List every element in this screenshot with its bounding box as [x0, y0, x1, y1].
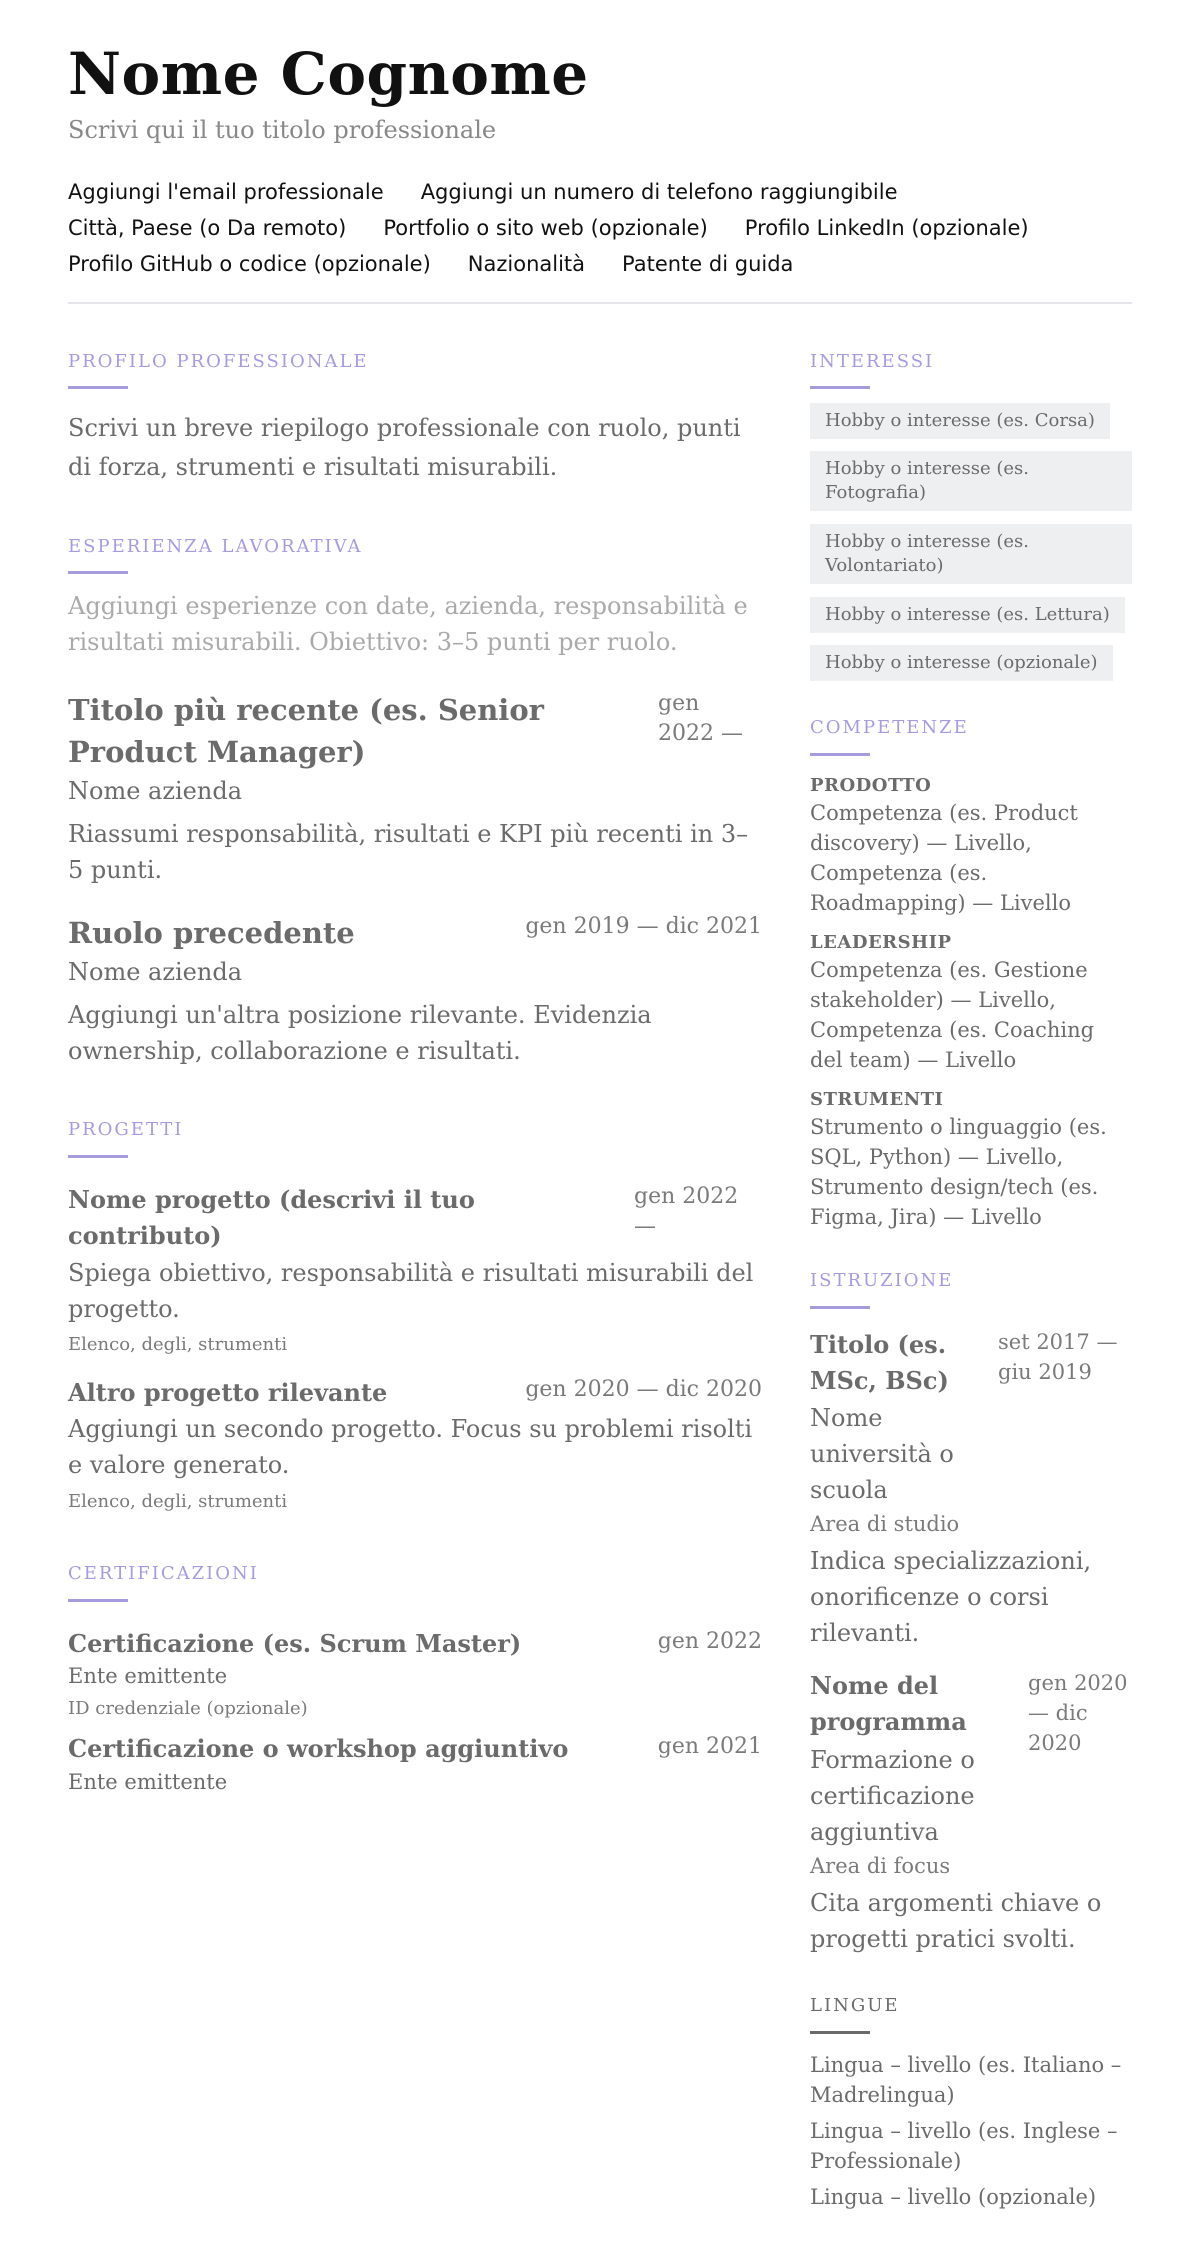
languages-heading-bar	[810, 2031, 870, 2034]
interests-heading-bar	[810, 386, 870, 389]
skill-group-name: LEADERSHIP	[810, 932, 952, 953]
location-contact: Città, Paese (o Da remoto)	[68, 216, 347, 240]
project-description: Spiega obiettivo, responsabilità e risultati misurabili del progetto.	[68, 1259, 754, 1323]
certification-date: gen 2022	[657, 1629, 762, 1654]
education-description: Indica specializzazioni, onorificenze o corsi rilevanti.	[810, 1547, 1092, 1647]
interests-heading: INTERESSI	[810, 351, 935, 372]
contact-row	[68, 210, 1132, 246]
skill-group-name: STRUMENTI	[810, 1089, 944, 1110]
education-heading-bar	[810, 1306, 870, 1309]
job-description: Riassumi responsabilità, risultati e KPI più recenti in 3–5 punti.	[68, 820, 749, 884]
project-date: gen 2020 — dic 2020	[525, 1377, 762, 1402]
job-title: Titolo più recente (es. Senior Product Manager)	[68, 693, 544, 769]
email-contact: Aggiungi l'email professionale	[68, 180, 384, 204]
certification-issuer: Ente emittente	[68, 1770, 228, 1794]
education-date: set 2017 — giu 2019	[998, 1330, 1118, 1384]
phone-contact: Aggiungi un numero di telefono raggiungibile	[420, 180, 898, 204]
header-divider	[68, 302, 1132, 304]
certification-title: Certificazione o workshop aggiuntivo	[68, 1734, 569, 1763]
contact-row	[68, 246, 1132, 282]
profile-heading: PROFILO PROFESSIONALE	[68, 351, 369, 372]
resume-title: Scrivi qui il tuo titolo professionale	[68, 116, 497, 144]
education-field: Area di studio	[810, 1512, 960, 1536]
experience-heading: ESPERIENZA LAVORATIVA	[68, 536, 363, 557]
skill-group-name: PRODOTTO	[810, 775, 932, 796]
linkedin-contact: Profilo LinkedIn (opzionale)	[744, 216, 1029, 240]
profile-heading-bar	[68, 386, 128, 389]
education-institution: Nome università o scuola	[810, 1404, 954, 1504]
certification-date: gen 2021	[657, 1734, 762, 1759]
certifications-heading-bar	[68, 1599, 128, 1602]
education-date: gen 2020 — dic 2020	[1028, 1671, 1128, 1755]
job-company: Nome azienda	[68, 777, 242, 805]
projects-heading-bar	[68, 1155, 128, 1158]
interest-chip: Hobby o interesse (opzionale)	[810, 645, 1113, 681]
project-description: Aggiungi un secondo progetto. Focus su problemi risolti e valore generato.	[68, 1415, 753, 1479]
job-company: Nome azienda	[68, 958, 242, 986]
language-item: Lingua – livello (es. Inglese – Professionale)	[810, 2119, 1118, 2173]
certifications-heading: CERTIFICAZIONI	[68, 1563, 259, 1584]
skills-heading: COMPETENZE	[810, 717, 969, 738]
skill-group-text: Competenza (es. Product discovery) — Livello, Competenza (es. Roadmapping) — Livello	[810, 801, 1078, 915]
skill-group-text: Competenza (es. Gestione stakeholder) — Livello, Competenza (es. Coaching del team) — Livello	[810, 958, 1095, 1072]
job-title: Ruolo precedente	[68, 916, 355, 950]
projects-heading: PROGETTI	[68, 1119, 184, 1140]
project-tags: Elenco, degli, strumenti	[68, 1334, 288, 1355]
education-title: Nome del programma	[810, 1671, 967, 1736]
certification-issuer: Ente emittente	[68, 1664, 228, 1688]
interest-chip: Hobby o interesse (es. Corsa)	[810, 403, 1110, 439]
project-tags: Elenco, degli, strumenti	[68, 1491, 288, 1512]
contact-row	[68, 174, 1132, 210]
skill-group-text: Strumento o linguaggio (es. SQL, Python) — Livello, Strumento design/tech (es. Figma, Jira) — Livello	[810, 1115, 1107, 1229]
interest-chip: Hobby o interesse (es. Fotografia)	[810, 451, 1132, 511]
profile-summary: Scrivi un breve riepilogo professionale con ruolo, punti di forza, strumenti e risultati misurabili.	[68, 414, 741, 481]
job-date: gen 2022 —	[658, 691, 743, 746]
language-item: Lingua – livello (opzionale)	[810, 2185, 1097, 2209]
project-title: Altro progetto rilevante	[68, 1378, 388, 1407]
education-title: Titolo (es. MSc, BSc)	[810, 1330, 949, 1395]
portfolio-contact: Portfolio o sito web (opzionale)	[383, 216, 708, 240]
job-date: gen 2019 — dic 2021	[525, 914, 762, 939]
interest-chip: Hobby o interesse (es. Lettura)	[810, 597, 1125, 633]
interest-chip: Hobby o interesse (es. Volontariato)	[810, 524, 1132, 584]
contact-info	[68, 174, 1132, 282]
skills-heading-bar	[810, 753, 870, 756]
certification-credential: ID credenziale (opzionale)	[68, 1698, 308, 1719]
experience-hint: Aggiungi esperienze con date, azienda, responsabilità e risultati misurabili. Obiettivo: 3–5 punti per ruolo.	[68, 592, 748, 656]
certification-title: Certificazione (es. Scrum Master)	[68, 1629, 522, 1658]
education-field: Area di focus	[810, 1854, 951, 1878]
job-description: Aggiungi un'altra posizione rilevante. Evidenzia ownership, collaborazione e risultati.	[68, 1001, 652, 1065]
education-description: Cita argomenti chiave o progetti pratici svolti.	[810, 1889, 1102, 1953]
language-item: Lingua – livello (es. Italiano – Madrelingua)	[810, 2053, 1122, 2107]
education-heading: ISTRUZIONE	[810, 1270, 954, 1291]
languages-heading: LINGUE	[810, 1995, 900, 2016]
resume-name: Nome Cognome	[68, 40, 589, 108]
license-contact: Patente di guida	[622, 252, 794, 276]
github-contact: Profilo GitHub o codice (opzionale)	[68, 252, 431, 276]
project-date: gen 2022 —	[634, 1184, 739, 1239]
experience-heading-bar	[68, 571, 128, 574]
nationality-contact: Nazionalità	[467, 252, 586, 276]
project-title: Nome progetto (descrivi il tuo contributo)	[68, 1185, 475, 1250]
education-institution: Formazione o certificazione aggiuntiva	[810, 1746, 975, 1846]
